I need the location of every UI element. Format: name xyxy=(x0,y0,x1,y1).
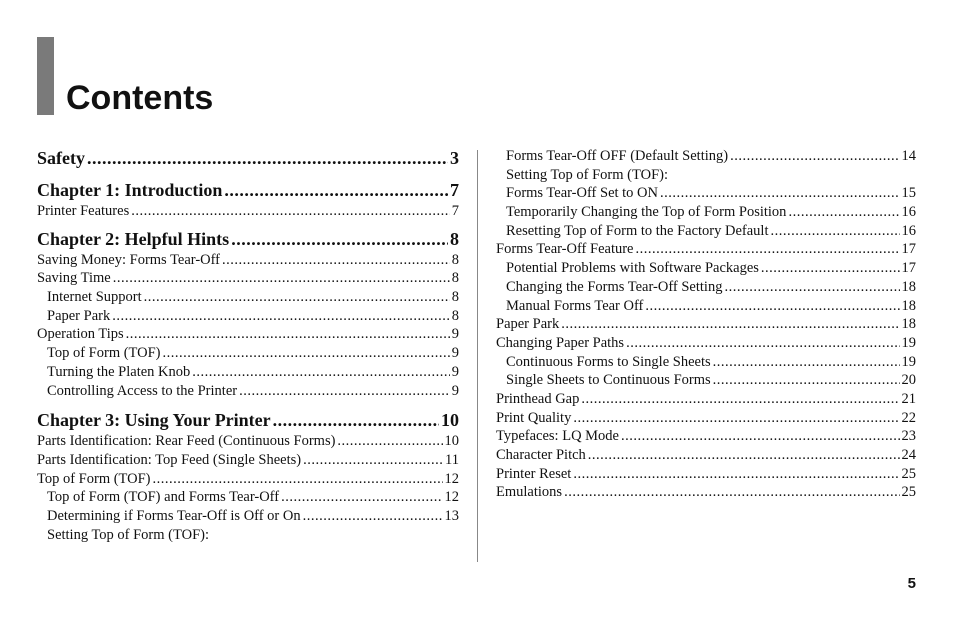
toc-entry[interactable] xyxy=(496,427,916,446)
toc-entry-title: Chapter 2: Helpful Hints xyxy=(37,228,230,249)
toc-entry-title: Changing the Forms Tear-Off Setting xyxy=(506,278,723,295)
dot-leader xyxy=(788,203,899,222)
title-accent-bar xyxy=(37,37,54,115)
toc-entry[interactable] xyxy=(37,526,459,545)
toc-chapter-entry[interactable] xyxy=(37,408,459,432)
dot-leader xyxy=(113,269,450,288)
toc-entry-title: Top of Form (TOF) xyxy=(47,345,161,362)
toc-entry-page: 23 xyxy=(901,428,916,445)
toc-entry[interactable] xyxy=(496,259,916,278)
dot-leader xyxy=(713,371,900,390)
toc-entry[interactable] xyxy=(496,278,916,297)
toc-entry[interactable] xyxy=(37,507,459,526)
toc-entry-title: Resetting Top of Form to the Factory Default xyxy=(506,222,769,239)
toc-entry-title: Forms Tear-Off Feature xyxy=(496,241,634,258)
toc-entry-page: 13 xyxy=(444,507,459,524)
toc-entry-title: Character Pitch xyxy=(496,447,586,463)
toc-entry-page: 8 xyxy=(451,270,459,287)
toc-entry-title: Continuous Forms to Single Sheets xyxy=(506,353,711,370)
toc-entry-page: 20 xyxy=(901,372,916,389)
toc-entry-page: 16 xyxy=(901,222,916,239)
toc-left-column xyxy=(37,146,459,544)
dot-leader xyxy=(761,259,900,278)
dot-leader xyxy=(660,184,899,203)
toc-entry[interactable] xyxy=(37,470,459,489)
toc-chapter-entry[interactable] xyxy=(37,178,459,202)
toc-chapter-entry[interactable] xyxy=(37,146,459,170)
dot-leader xyxy=(222,251,450,270)
toc-entry[interactable] xyxy=(37,307,459,326)
toc-entry-page: 9 xyxy=(451,326,459,343)
dot-leader xyxy=(112,307,450,326)
dot-leader xyxy=(573,465,899,484)
toc-entry-page: 18 xyxy=(901,278,916,295)
toc-entry-page: 7 xyxy=(450,180,459,200)
toc-entry-title: Setting Top of Form (TOF): xyxy=(506,166,668,183)
page-number: 5 xyxy=(907,575,916,592)
toc-entry-page: 3 xyxy=(450,148,459,168)
toc-entry-title: Forms Tear-Off Set to ON xyxy=(506,185,659,202)
toc-entry-title: Paper Park xyxy=(47,307,111,324)
toc-entry-title: Changing Paper Paths xyxy=(496,334,625,351)
dot-leader xyxy=(303,451,443,470)
toc-entry-title: Chapter 3: Using Your Printer xyxy=(37,410,271,431)
dot-leader xyxy=(273,408,439,432)
toc-entry-page: 9 xyxy=(451,363,459,380)
toc-entry-title: Printer Reset xyxy=(496,465,572,482)
toc-entry-title: Safety xyxy=(37,148,85,168)
toc-entry-title: Determining if Forms Tear-Off is Off or On xyxy=(47,507,301,524)
dot-leader xyxy=(645,297,899,316)
dot-leader xyxy=(724,278,899,297)
toc-entry[interactable] xyxy=(496,297,916,316)
toc-entry-page: 18 xyxy=(901,297,916,314)
toc-entry-page: 18 xyxy=(901,316,916,333)
toc-entry[interactable] xyxy=(37,363,459,382)
toc-entry-title: Controlling Access to the Printer xyxy=(47,382,238,399)
toc-entry-page: 8 xyxy=(451,251,459,268)
toc-entry-page: 24 xyxy=(901,447,916,463)
dot-leader xyxy=(126,325,450,344)
toc-entry-page: 9 xyxy=(451,345,459,362)
toc-entry[interactable] xyxy=(37,288,459,307)
toc-entry[interactable] xyxy=(37,488,459,507)
toc-entry[interactable] xyxy=(496,465,916,484)
toc-entry-page: 17 xyxy=(901,241,916,258)
toc-entry-title: Parts Identification: Top Feed (Single Sheets) xyxy=(37,451,302,468)
toc-entry[interactable] xyxy=(37,451,459,470)
toc-entry-page: 11 xyxy=(445,451,459,468)
toc-entry-page: 12 xyxy=(444,470,459,487)
toc-entry[interactable] xyxy=(496,315,916,334)
toc-entry-title: Temporarily Changing the Top of Form Position xyxy=(506,204,787,221)
toc-entry-title: Printer Features xyxy=(37,203,130,219)
toc-entry[interactable] xyxy=(37,344,459,363)
toc-entry-page: 19 xyxy=(901,353,916,370)
toc-entry-title: Paper Park xyxy=(496,316,560,333)
toc-right-column xyxy=(496,147,916,502)
toc-entry-page: 15 xyxy=(901,185,916,202)
dot-leader xyxy=(573,409,899,428)
toc-entry-title: Emulations xyxy=(496,484,563,501)
dot-leader xyxy=(281,488,442,507)
column-divider xyxy=(477,150,478,562)
dot-leader xyxy=(239,382,450,401)
dot-leader xyxy=(153,470,443,489)
toc-entry[interactable] xyxy=(496,240,916,259)
toc-entry-title: Single Sheets to Continuous Forms xyxy=(506,372,711,389)
toc-entry-page: 7 xyxy=(451,203,459,219)
toc-entry-title: Potential Problems with Software Packages xyxy=(506,260,759,277)
toc-entry-page: 14 xyxy=(901,148,916,164)
toc-entry-title: Turning the Platen Knob xyxy=(47,363,191,380)
toc-entry[interactable] xyxy=(496,147,916,166)
dot-leader xyxy=(224,178,448,202)
toc-entry[interactable] xyxy=(496,371,916,390)
dot-leader xyxy=(192,363,449,382)
dot-leader xyxy=(564,483,899,502)
toc-entry[interactable] xyxy=(496,353,916,372)
toc-entry[interactable] xyxy=(496,390,916,409)
dot-leader xyxy=(635,240,899,259)
dot-leader xyxy=(303,507,443,526)
dot-leader xyxy=(621,427,900,446)
toc-entry-title: Typefaces: LQ Mode xyxy=(496,428,619,445)
toc-entry-page: 9 xyxy=(451,382,459,399)
toc-entry-page: 8 xyxy=(451,307,459,324)
toc-entry-title: Print Quality xyxy=(496,409,572,426)
toc-entry-title: Setting Top of Form (TOF): xyxy=(47,526,209,543)
toc-entry-page: 10 xyxy=(444,433,459,450)
toc-entry[interactable] xyxy=(37,202,459,221)
toc-chapter-entry[interactable] xyxy=(37,227,459,251)
toc-entry[interactable] xyxy=(496,203,916,222)
toc-entry-page: 25 xyxy=(901,484,916,501)
toc-entry-title: Top of Form (TOF) and Forms Tear-Off xyxy=(47,489,280,506)
dot-leader xyxy=(730,147,899,166)
toc-entry[interactable] xyxy=(496,184,916,203)
dot-leader xyxy=(626,334,899,353)
dot-leader xyxy=(144,288,450,307)
toc-entry-page: 8 xyxy=(450,228,459,249)
toc-entry-title: Saving Time xyxy=(37,270,111,287)
toc-entry-page: 17 xyxy=(901,260,916,277)
toc-entry-title: Operation Tips xyxy=(37,326,124,343)
toc-entry-page: 22 xyxy=(901,409,916,426)
toc-entry-page: 10 xyxy=(441,410,459,431)
toc-entry[interactable] xyxy=(496,483,916,502)
dot-leader xyxy=(131,202,450,221)
toc-entry[interactable] xyxy=(496,222,916,241)
dot-leader xyxy=(87,146,448,170)
dot-leader xyxy=(561,315,899,334)
toc-entry-title: Internet Support xyxy=(47,289,142,306)
dot-leader xyxy=(231,227,448,251)
toc-entry[interactable] xyxy=(37,251,459,270)
toc-entry[interactable] xyxy=(37,382,459,401)
dot-leader xyxy=(713,353,900,372)
dot-leader xyxy=(588,446,900,465)
toc-entry-title: Saving Money: Forms Tear-Off xyxy=(37,251,221,268)
page-title: Contents xyxy=(66,79,214,117)
toc-entry[interactable] xyxy=(496,409,916,428)
toc-entry[interactable] xyxy=(496,446,916,465)
toc-entry-title: Forms Tear-Off OFF (Default Setting) xyxy=(506,148,729,164)
toc-entry-title: Manual Forms Tear Off xyxy=(506,297,644,314)
toc-entry-page: 12 xyxy=(444,489,459,506)
toc-entry[interactable] xyxy=(496,334,916,353)
toc-entry-title: Printhead Gap xyxy=(496,390,580,407)
dot-leader xyxy=(581,390,899,409)
toc-entry-page: 25 xyxy=(901,465,916,482)
dot-leader xyxy=(337,432,442,451)
toc-entry-page: 21 xyxy=(901,390,916,407)
toc-entry-title: Top of Form (TOF) xyxy=(37,470,151,487)
dot-leader xyxy=(771,222,900,241)
toc-entry[interactable] xyxy=(37,325,459,344)
toc-entry[interactable] xyxy=(37,432,459,451)
toc-entry-title: Parts Identification: Rear Feed (Continuous Forms) xyxy=(37,433,336,450)
toc-entry[interactable] xyxy=(37,269,459,288)
toc-entry-page: 8 xyxy=(451,289,459,306)
toc-entry-page: 19 xyxy=(901,334,916,351)
dot-leader xyxy=(163,344,450,363)
toc-entry-page: 16 xyxy=(901,204,916,221)
toc-entry[interactable] xyxy=(496,166,916,185)
toc-entry-title: Chapter 1: Introduction xyxy=(37,180,223,200)
